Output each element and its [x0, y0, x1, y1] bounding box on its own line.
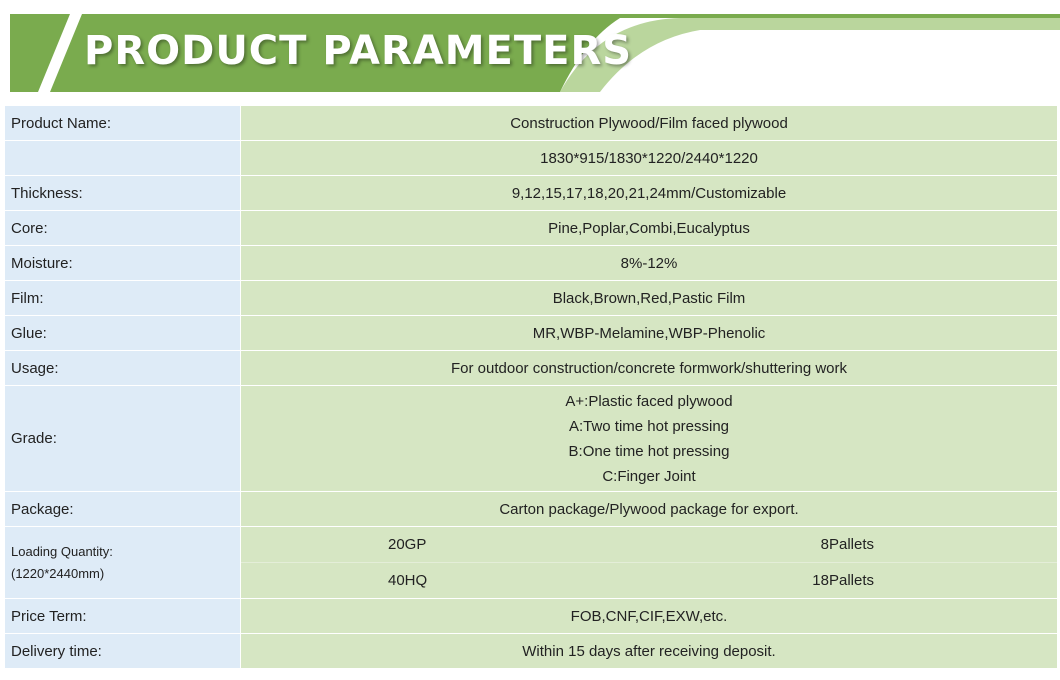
table-row [5, 176, 1058, 211]
row-value: Construction Plywood/Film faced plywood [241, 106, 1058, 141]
delivery-value: Within 15 days after receiving deposit. [241, 634, 1058, 669]
loading-container: 40HQ [388, 572, 428, 589]
table-row [5, 141, 1058, 176]
row-label: Glue: [5, 316, 241, 351]
row-value: Black,Brown,Red,Pastic Film [241, 281, 1058, 316]
table-row [5, 106, 1058, 141]
row-label: Product Name: [5, 106, 241, 141]
row-label: Core: [5, 211, 241, 246]
row-value: MR,WBP-Melamine,WBP-Phenolic [241, 316, 1058, 351]
loading-quantity: 8Pallets [649, 527, 1057, 563]
parameters-table [4, 105, 1058, 669]
row-label: Usage: [5, 351, 241, 386]
row-value: 9,12,15,17,18,20,21,24mm/Customizable [241, 176, 1058, 211]
loading-grid [241, 527, 1057, 598]
loading-values [241, 527, 1058, 599]
package-label: Package: [5, 492, 241, 527]
loading-quantity: 18Pallets [812, 572, 874, 589]
grade-label: Grade: [5, 386, 241, 492]
table-row-loading [5, 527, 1058, 599]
grade-values [241, 386, 1058, 492]
loading-container: 20GP [241, 527, 649, 563]
table-row [5, 281, 1058, 316]
table-row-package [5, 492, 1058, 527]
price-term-label: Price Term: [5, 599, 241, 634]
table-row [5, 351, 1058, 386]
page-title: PRODUCT PARAMETERS [84, 28, 633, 74]
header-banner [0, 0, 1060, 104]
delivery-label: Delivery time: [5, 634, 241, 669]
row-label: Moisture: [5, 246, 241, 281]
table-row [5, 246, 1058, 281]
grade-line: B:One time hot pressing [568, 442, 730, 460]
row-label [5, 141, 241, 176]
table-row-delivery [5, 634, 1058, 669]
table-row-grade [5, 386, 1058, 492]
grade-line: A+:Plastic faced plywood [565, 392, 733, 410]
row-label: Film: [5, 281, 241, 316]
table-row [5, 211, 1058, 246]
price-term-value: FOB,CNF,CIF,EXW,etc. [241, 599, 1058, 634]
row-value: Pine,Poplar,Combi,Eucalyptus [241, 211, 1058, 246]
loading-label [5, 527, 241, 599]
table-row-price-term [5, 599, 1058, 634]
table-row [5, 316, 1058, 351]
row-label: Thickness: [5, 176, 241, 211]
grade-line: C:Finger Joint [602, 467, 696, 485]
loading-label-line: (1220*2440mm) [11, 565, 105, 581]
row-value: For outdoor construction/concrete formwork/shuttering work [241, 351, 1058, 386]
grade-line: A:Two time hot pressing [568, 417, 730, 435]
package-value: Carton package/Plywood package for export. [241, 492, 1058, 527]
row-value: 8%-12% [241, 246, 1058, 281]
row-value: 1830*915/1830*1220/2440*1220 [241, 141, 1058, 176]
loading-label-line: Loading Quantity: [11, 543, 113, 559]
